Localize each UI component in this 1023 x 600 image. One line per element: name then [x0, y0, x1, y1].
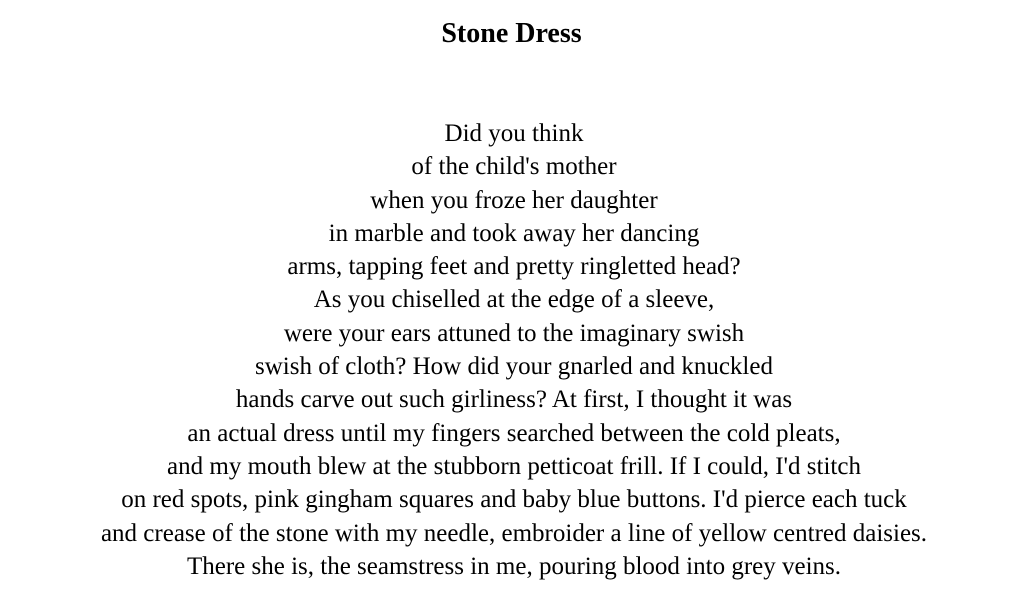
poem-line: were your ears attuned to the imaginary swish — [283, 319, 745, 347]
poem-line: hands carve out such girliness? At first, I thought it was — [235, 386, 793, 414]
poem-line: and my mouth blew at the stubborn petticoat frill. If I could, I'd stitch — [167, 452, 861, 480]
poem-line: when you froze her daughter — [370, 186, 658, 214]
poem-body — [0, 117, 1023, 583]
poem-line: on red spots, pink gingham squares and baby blue buttons. I'd pierce each tuck — [121, 486, 907, 514]
poem-line: arms, tapping feet and pretty ringletted head? — [287, 253, 741, 281]
poem-line: an actual dress until my fingers searched between the cold pleats, — [187, 419, 841, 447]
poem-line: As you chiselled at the edge of a sleeve, — [313, 286, 715, 314]
poem-line: and crease of the stone with my needle, embroider a line of yellow centred daisies. — [100, 519, 928, 547]
poem-line: of the child's mother — [411, 153, 617, 181]
poem-line: in marble and took away her dancing — [328, 219, 700, 247]
poem-title: Stone Dress — [441, 18, 582, 49]
poem-line: swish of cloth? How did your gnarled and knuckled — [255, 353, 773, 381]
poem-line: Did you think — [444, 120, 584, 147]
poem-line: There she is, the seamstress in me, pouring blood into grey veins. — [186, 552, 842, 580]
